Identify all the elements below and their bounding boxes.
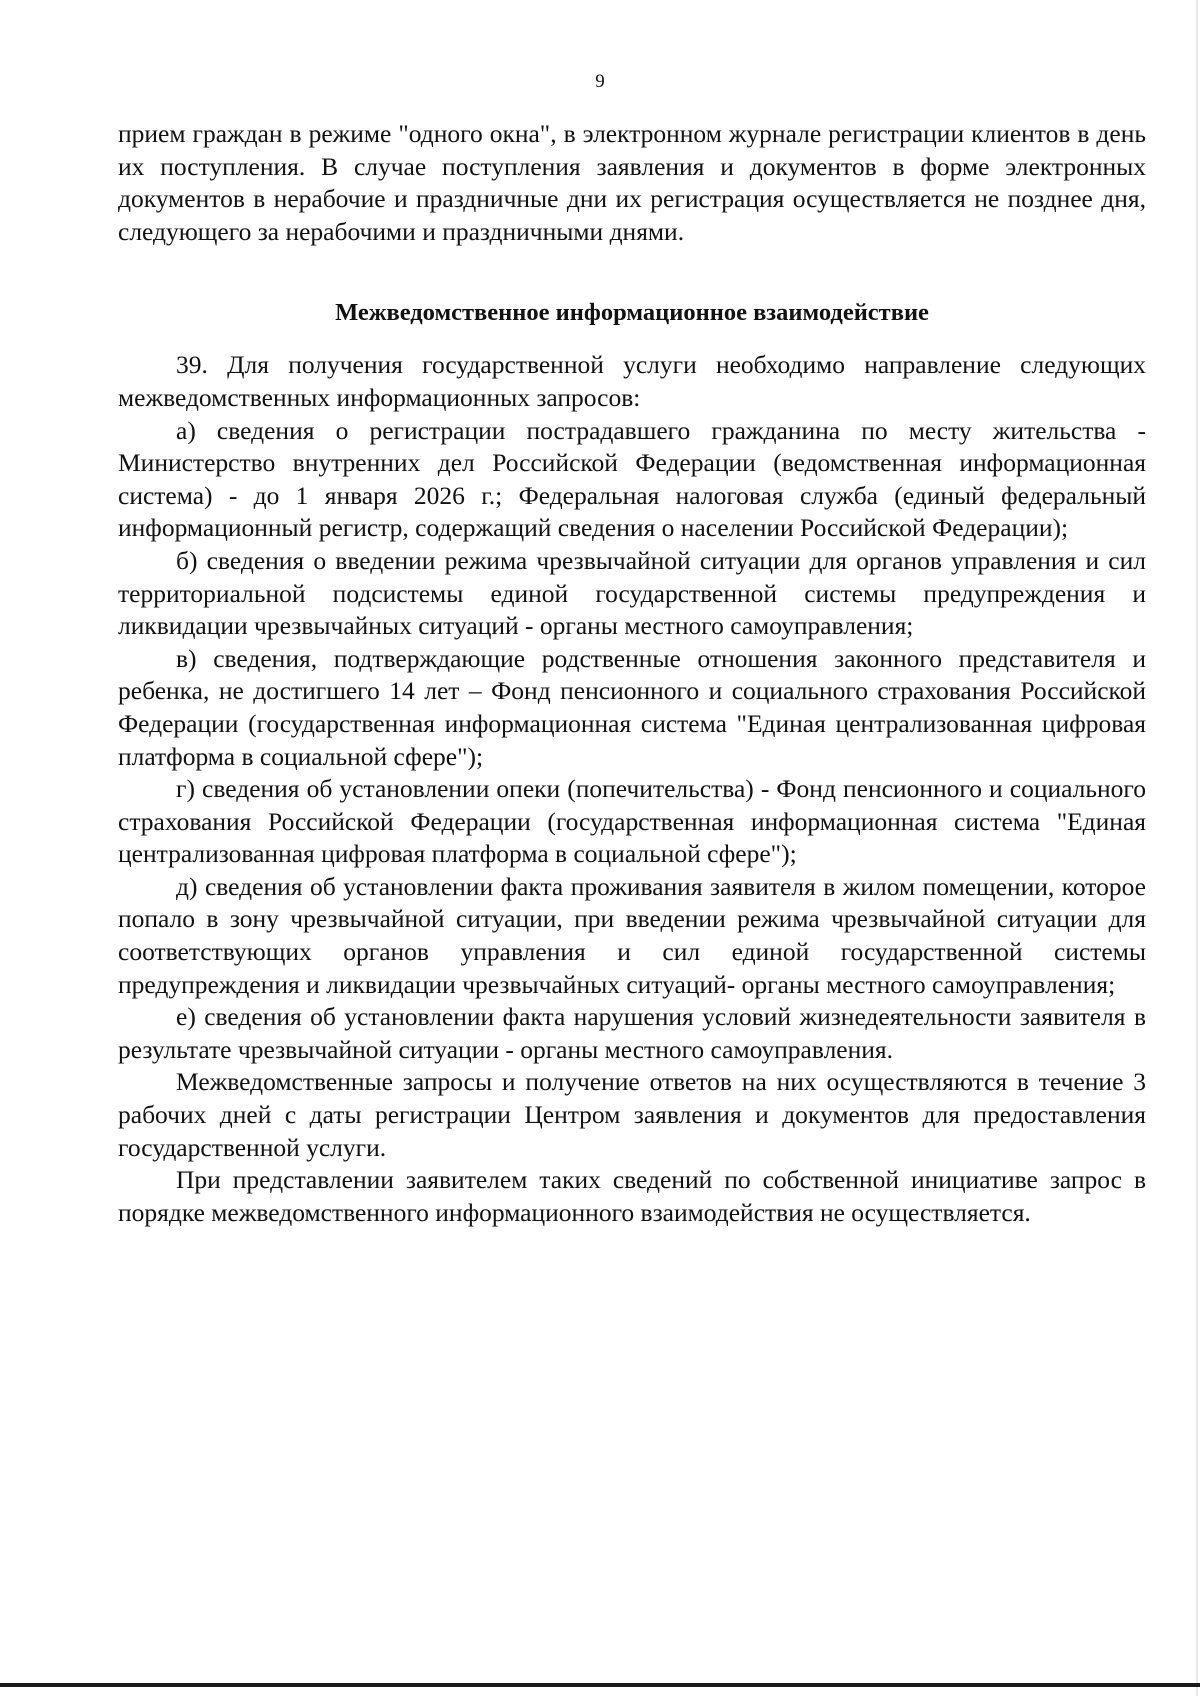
scan-edge-bottom <box>0 1683 1200 1687</box>
paragraph-own-initiative: При представлении заявителем таких сведений по собственной инициативе запрос в порядке межведомственного информационного взаимодействия не осуществляется. <box>118 1165 1146 1227</box>
paragraph-subitem-g: г) сведения об установлении опеки (попечительства) - Фонд пенсионного и социального страхования Российской Федерации (государственная информационная система "Единая централизованная цифровая платформа в социальной сфере"); <box>118 774 1146 869</box>
paragraph-requests-timing: Межведомственные запросы и получение ответов на них осуществляются в течение 3 рабочих дней с даты регистрации Центром заявления и документов для предоставления государственной услуги. <box>118 1067 1146 1162</box>
paragraph-subitem-b: б) сведения о введении режима чрезвычайной ситуации для органов управления и сил территориальной подсистемы единой государственной системы предупреждения и ликвидации чрезвычайных ситуаций - органы местного самоуправления; <box>118 545 1146 641</box>
paragraph-subitem-d: д) сведения об установлении факта проживания заявителя в жилом помещении, которое попало в зону чрезвычайной ситуации, при введении режима чрезвычайной ситуации для соответствующих органов управления и сил единой государственной системы предупреждения и ликвидации чрезвычайных ситуаций- органы местного самоуправления; <box>118 871 1146 999</box>
paragraph-subitem-a: а) сведения о регистрации пострадавшего гражданина по месту жительства - Министерство внутренних дел Российской Федерации (ведомственная информационная система) - до 1 января 2026 г.; Федеральная налоговая служба (единый федеральный информационный регистр, содержащий сведения о населении Российской Федерации); <box>118 415 1146 543</box>
document-body <box>118 118 1146 1229</box>
paragraph-subitem-e: е) сведения об установлении факта нарушения условий жизнедеятельности заявителя в результате чрезвычайной ситуации - органы местного самоуправления. <box>118 1002 1146 1064</box>
section-heading: Межведомственное информационное взаимодействие <box>335 299 929 327</box>
page-number: 9 <box>595 71 605 92</box>
intro-paragraph: прием граждан в режиме "одного окна", в электронном журнале регистрации клиентов в день их поступления. В случае поступления заявления и документов в форме электронных документов в нерабочие и праздничные дни их регистрация осуществляется не позднее дня, следующего за нерабочими и праздничными днями. <box>118 119 1146 246</box>
paragraph-item-39: 39. Для получения государственной услуги необходимо направление следующих межведомственных информационных запросов: <box>118 350 1146 412</box>
paragraph-subitem-v: в) сведения, подтверждающие родственные отношения законного представителя и ребенка, не достигшего 14 лет – Фонд пенсионного и социального страхования Российской Федерации (государственная информационная система "Единая централизованная цифровая платформа в социальной сфере"); <box>118 643 1146 771</box>
scan-edge-right <box>1196 0 1198 1696</box>
